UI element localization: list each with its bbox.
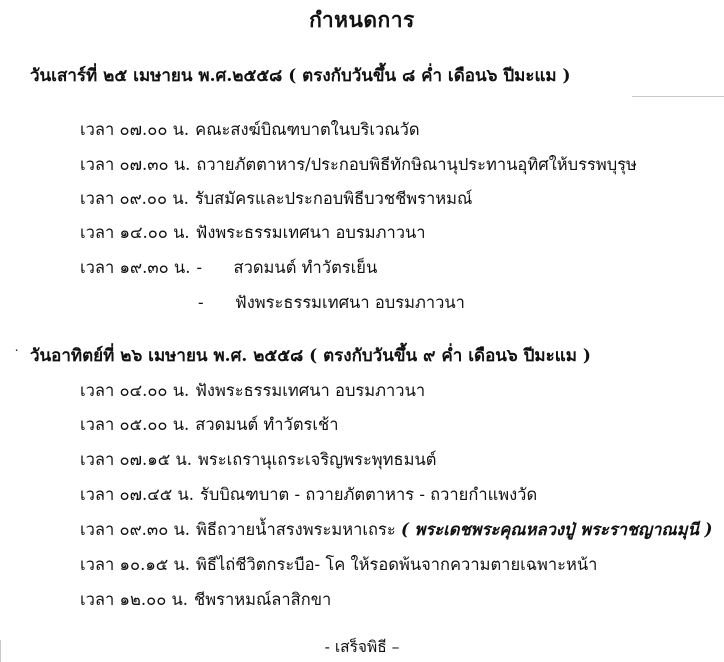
schedule-time: เวลา ๐๕.๐๐ น.	[80, 415, 190, 434]
schedule-time: เวลา ๐๙.๓๐ น.	[80, 520, 191, 539]
schedule-time: เวลา ๑๒.๐๐ น.	[80, 590, 189, 609]
schedule-desc: พิธีไถ่ชีวิตกระบือ- โค ให้รอดพ้นจากความตายเฉพาะหน้า	[196, 555, 598, 574]
schedule-desc: ถวายภัตตาหาร/ประกอบพิธีทักษิณานุประทานอุทิศให้บรรพบุรุษ	[196, 155, 637, 174]
schedule-item	[80, 117, 420, 143]
schedule-item	[80, 517, 712, 543]
schedule-time: เวลา ๑๙.๓๐ น.	[80, 258, 191, 277]
schedule-item	[80, 552, 597, 578]
schedule-time: เวลา ๐๙.๐๐ น.	[80, 189, 189, 208]
schedule-desc: ฟังพระธรรมเทศนา อบรมภาวนา	[195, 381, 426, 400]
schedule-time: เวลา ๑๔.๐๐ น.	[80, 223, 190, 242]
schedule-time: เวลา ๐๗.๓๐ น.	[80, 155, 191, 174]
footer-end-of-ceremony: - เสร็จพิธี –	[324, 638, 400, 656]
schedule-time: เวลา ๐๗.๑๕ น.	[80, 450, 192, 469]
schedule-item	[80, 412, 339, 438]
schedule-time: เวลา ๐๗.๔๕ น.	[80, 485, 194, 504]
schedule-desc: คณะสงฆ์บิณฑบาตในบริเวณวัด	[195, 120, 420, 139]
schedule-item	[80, 220, 426, 246]
schedule-desc: รับสมัครและประกอบพิธีบวชชีพราหมณ์	[194, 189, 473, 208]
schedule-time: เวลา ๐๗.๐๐ น.	[80, 120, 190, 139]
schedule-item	[80, 587, 331, 613]
scan-artifact	[632, 96, 724, 97]
schedule-desc: รับบิณฑบาต - ถวายภัตตาหาร - ถวายกำแพงวัด	[200, 485, 538, 504]
schedule-item	[80, 152, 637, 178]
schedule-item	[80, 378, 425, 404]
schedule-desc: ชีพราหมณ์ลาสิกขา	[194, 590, 332, 609]
schedule-item	[80, 447, 437, 473]
schedule-item	[80, 255, 377, 281]
schedule-item	[80, 186, 472, 212]
schedule-desc: สวดมนต์ ทำวัตรเช้า	[195, 415, 339, 434]
schedule-desc: พระเถรานุเถระเจริญพระพุทธมนต์	[197, 450, 437, 469]
schedule-desc: พิธีถวายน้ำสรงพระมหาเถระ	[196, 520, 396, 539]
schedule-time: เวลา ๐๔.๐๐ น.	[80, 381, 190, 400]
schedule-desc: - สวดมนต์ ทำวัตรเย็น	[196, 258, 378, 277]
schedule-desc: ฟังพระธรรมเทศนา อบรมภาวนา	[195, 223, 426, 242]
schedule-item	[80, 482, 537, 508]
day-heading-sunday: วันอาทิตย์ที่ ๒๖ เมษายน พ.ศ. ๒๕๕๘ ( ตรงกับวันขึ้น ๙ ค่ำ เดือน๖ ปีมะแม )	[30, 346, 591, 366]
day-heading-saturday: วันเสาร์ที่ ๒๕ เมษายน พ.ศ.๒๕๕๘ ( ตรงกับวันขึ้น ๘ ค่ำ เดือน๖ ปีมะแม )	[30, 66, 571, 86]
schedule-continuation: - ฟังพระธรรมเทศนา อบรมภาวนา	[198, 293, 465, 312]
schedule-time: เวลา ๑๐.๑๕ น.	[80, 555, 191, 574]
page-title: กำหนดการ	[309, 7, 415, 32]
schedule-emphasis: ( พระเดชพระคุณหลวงปู่ พระราชญาณมุนี )	[400, 520, 713, 539]
